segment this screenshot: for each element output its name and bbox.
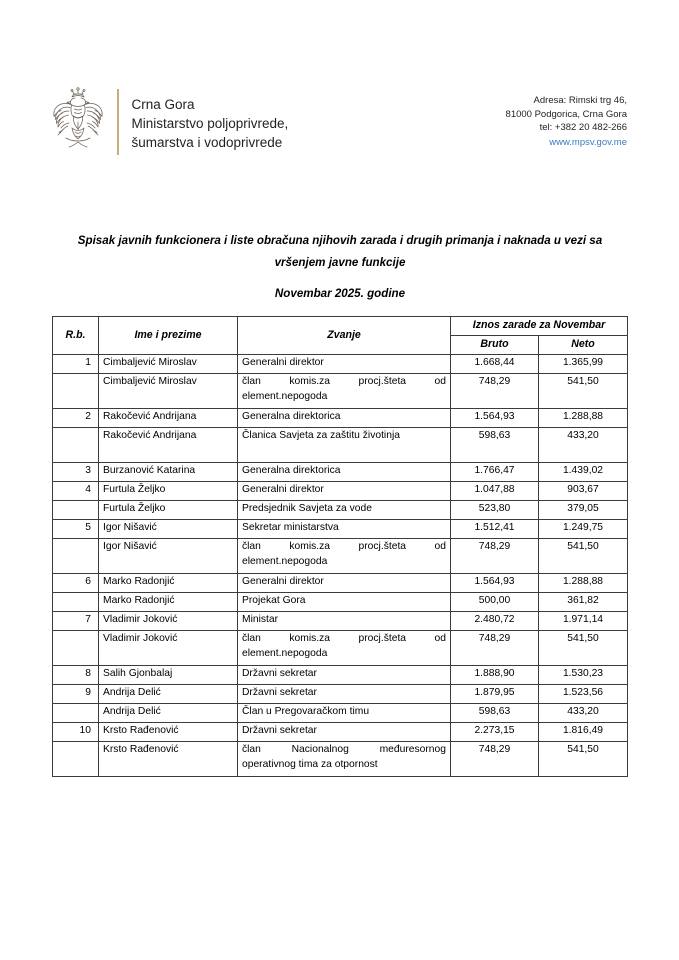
cell-bruto: 1.512,41 [451,520,539,539]
cell-neto: 541,50 [539,742,628,777]
cell-bruto: 598,63 [451,428,539,463]
letterhead-accent-rule [117,89,119,155]
cell-role: Član u Pregovaračkom timu [238,704,451,723]
cell-name: Igor Nišavić [99,520,238,539]
table-row [53,723,628,742]
website-link[interactable]: www.mpsv.gov.me [549,136,627,148]
cell-bruto: 1.564,93 [451,574,539,593]
cell-rb [53,428,99,463]
cell-rb: 10 [53,723,99,742]
table-row [53,428,628,463]
cell-neto: 903,67 [539,482,628,501]
cell-neto: 433,20 [539,704,628,723]
cell-role: Generalni direktor [238,574,451,593]
cell-name: Marko Radonjić [99,593,238,612]
cell-name: Cimbaljević Miroslav [99,355,238,374]
cell-name: Cimbaljević Miroslav [99,374,238,409]
cell-neto: 1.249,75 [539,520,628,539]
cell-rb: 6 [53,574,99,593]
table-row [53,631,628,666]
cell-rb: 5 [53,520,99,539]
cell-name: Burzanović Katarina [99,463,238,482]
cell-name: Krsto Rađenović [99,742,238,777]
table-row [53,593,628,612]
cell-neto: 361,82 [539,593,628,612]
ministry-name-line-2: šumarstva i vodoprivrede [131,134,283,150]
table-row [53,742,628,777]
cell-bruto: 1.766,47 [451,463,539,482]
address-line-2: 81000 Podgorica, Crna Gora [505,108,627,120]
cell-neto: 1.523,56 [539,685,628,704]
cell-name: Vladimir Joković [99,631,238,666]
cell-rb [53,539,99,574]
column-header-bruto: Bruto [451,336,539,355]
table-row [53,374,628,409]
cell-role: član Nacionalnog međuresornog operativnog tima za otpornost [238,742,451,777]
cell-role: Generalni direktor [238,482,451,501]
country-name: Crna Gora [131,96,195,112]
cell-name: Andrija Delić [99,685,238,704]
cell-neto: 1.288,88 [539,574,628,593]
cell-bruto: 1.879,95 [451,685,539,704]
table-row [53,355,628,374]
cell-name: Rakočević Andrijana [99,428,238,463]
cell-bruto: 598,63 [451,704,539,723]
address-line-1: Adresa: Rimski trg 46, [533,95,627,106]
table-header-row-primary [53,317,628,336]
cell-bruto: 748,29 [451,374,539,409]
cell-neto: 1.971,14 [539,612,628,631]
cell-rb: 1 [53,355,99,374]
cell-rb: 7 [53,612,99,631]
cell-rb [53,501,99,520]
column-header-role: Zvanje [238,317,451,355]
cell-name: Rakočević Andrijana [99,409,238,428]
table-row [53,666,628,685]
table-body [53,355,628,777]
table-row [53,520,628,539]
letterhead-identity [48,86,288,158]
table-header [53,317,628,355]
cell-role: Državni sekretar [238,685,451,704]
cell-neto: 541,50 [539,374,628,409]
cell-name: Krsto Rađenović [99,723,238,742]
cell-bruto: 1.888,90 [451,666,539,685]
document-subtitle: Novembar 2025. godine [274,287,406,300]
cell-role: Državni sekretar [238,666,451,685]
cell-name: Furtula Željko [99,482,238,501]
cell-bruto: 748,29 [451,631,539,666]
table-row [53,685,628,704]
cell-bruto: 748,29 [451,539,539,574]
cell-neto: 1.288,88 [539,409,628,428]
cell-rb [53,704,99,723]
cell-neto: 433,20 [539,428,628,463]
cell-bruto: 523,80 [451,501,539,520]
cell-neto: 379,05 [539,501,628,520]
cell-role: Generalna direktorica [238,409,451,428]
montenegro-coat-of-arms-icon [48,86,108,158]
cell-bruto: 500,00 [451,593,539,612]
cell-neto: 1.530,23 [539,666,628,685]
cell-bruto: 1.564,93 [451,409,539,428]
cell-rb: 9 [53,685,99,704]
cell-neto: 1.365,99 [539,355,628,374]
cell-role: Generalni direktor [238,355,451,374]
cell-name: Vladimir Joković [99,612,238,631]
cell-rb [53,593,99,612]
table-row [53,482,628,501]
table-row [53,704,628,723]
cell-neto: 541,50 [539,539,628,574]
cell-role: Sekretar ministarstva [238,520,451,539]
cell-rb: 3 [53,463,99,482]
cell-bruto: 748,29 [451,742,539,777]
contact-block [506,94,627,149]
cell-role: član komis.za procj.šteta od element.nepogoda [238,539,451,574]
table-row [53,409,628,428]
cell-role: Predsjednik Savjeta za vode [238,501,451,520]
column-header-amount-group: Iznos zarade za Novembar [451,317,628,336]
cell-name: Andrija Delić [99,704,238,723]
cell-rb: 2 [53,409,99,428]
cell-name: Furtula Željko [99,501,238,520]
table-row [53,501,628,520]
table-row [53,539,628,574]
cell-neto: 1.816,49 [539,723,628,742]
cell-neto: 1.439,02 [539,463,628,482]
cell-role: Ministar [238,612,451,631]
table-row [53,463,628,482]
cell-role: Generalna direktorica [238,463,451,482]
cell-rb: 8 [53,666,99,685]
cell-bruto: 2.480,72 [451,612,539,631]
cell-rb: 4 [53,482,99,501]
ministry-name-line-1: Ministarstvo poljoprivrede, [131,115,289,131]
cell-rb [53,374,99,409]
document-title: Spisak javnih funkcionera i liste obračuna njihovih zarada i drugih primanja i naknada u vezi sa vršenjem javne funkcije [77,234,603,269]
cell-role: član komis.za procj.šteta od element.nepogoda [238,374,451,409]
cell-bruto: 2.273,15 [451,723,539,742]
column-header-neto: Neto [539,336,628,355]
phone-number: tel: +382 20 482-266 [539,122,627,133]
cell-name: Marko Radonjić [99,574,238,593]
column-header-name: Ime i prezime [99,317,238,355]
cell-role: Članica Savjeta za zaštitu životinja [238,428,451,463]
table-row [53,612,628,631]
cell-rb [53,742,99,777]
cell-role: Državni sekretar [238,723,451,742]
cell-neto: 541,50 [539,631,628,666]
cell-bruto: 1.668,44 [451,355,539,374]
cell-role: Projekat Gora [238,593,451,612]
cell-bruto: 1.047,88 [451,482,539,501]
cell-rb [53,631,99,666]
salary-table [52,316,628,777]
cell-name: Igor Nišavić [99,539,238,574]
cell-role: član komis.za procj.šteta od element.nepogoda [238,631,451,666]
table-row [53,574,628,593]
letterhead [0,86,679,166]
column-header-rb: R.b. [53,317,99,355]
ministry-name-block [132,86,289,158]
cell-name: Salih Gjonbalaj [99,666,238,685]
